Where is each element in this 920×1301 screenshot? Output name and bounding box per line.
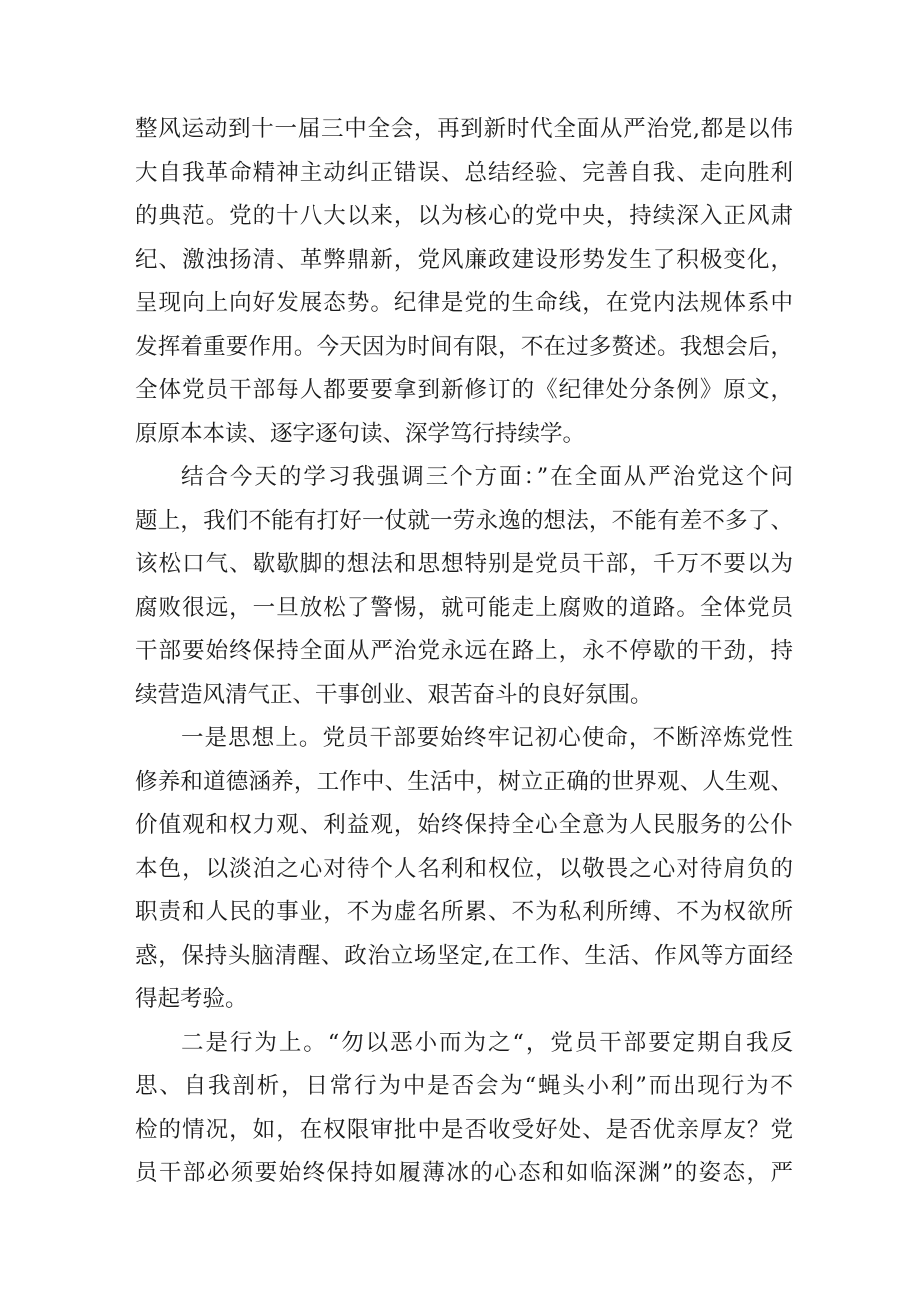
text-line: 员干部必须要始终保持如履薄冰的心态和如临深渊”的姿态，严: [135, 1160, 793, 1186]
text-line: 整风运动到十一届三中全会，再到新时代全面从严治党,都是以伟: [135, 116, 793, 142]
text-line: 题上，我们不能有打好一仗就一劳永逸的想法，不能有差不多了、: [135, 507, 793, 534]
text-line: 二是行为上。“勿以恶小而为之“，党员干部要定期自我反: [181, 1029, 793, 1056]
text-line: 全体党员干部每人都要要拿到新修订的《纪律处分条例》原文，: [135, 377, 793, 403]
text-line: 干部要始终保持全面从严治党永远在路上，永不停歇的干劲，持: [135, 638, 793, 664]
text-line: 惑，保持头脑清醒、政治立场坚定,在工作、生活、作风等方面经: [135, 942, 793, 969]
text-line: 呈现向上向好发展态势。纪律是党的生命线，在党内法规体系中: [135, 290, 793, 316]
text-line: 原原本本读、逐字逐句读、深学笃行持续学。: [135, 420, 586, 447]
text-line: 发挥着重要作用。今天因为时间有限，不在过多赘述。我想会后，: [135, 333, 793, 360]
text-line: 腐败很远，一旦放松了警惕，就可能走上腐败的道路。全体党员: [135, 594, 793, 621]
text-line: 大自我革命精神主动纠正错误、总结经验、完善自我、走向胜利: [135, 159, 793, 186]
paragraph-4: [135, 1022, 793, 1196]
paragraph-1: [135, 108, 793, 456]
text-line: 检的情况，如，在权限审批中是否收受好处、是否优亲厚友？党: [135, 1116, 793, 1143]
text-line: 职责和人民的事业，不为虚名所累、不为私利所缚、不为权欲所: [135, 899, 793, 925]
text-line: 本色，以淡泊之心对待个人名利和权位，以敬畏之心对待肩负的: [135, 855, 793, 882]
text-line: 得起考验。: [135, 986, 248, 1012]
text-line: 一是思想上。党员干部要始终牢记初心使命，不断淬炼党性: [181, 725, 793, 751]
text-line: 的典范。党的十八大以来，以为核心的党中央，持续深入正风肃: [135, 203, 793, 229]
document-body: [135, 108, 793, 1196]
paragraph-3: [135, 717, 793, 1022]
paragraph-2: [135, 456, 793, 717]
text-line: 该松口气、歇歇脚的想法和思想特别是党员干部，千万不要以为: [135, 551, 793, 577]
text-line: 思、自我剖析，日常行为中是否会为“蝇头小利”而出现行为不: [135, 1073, 793, 1099]
text-line: 纪、激浊扬清、革弊鼎新，党风廉政建设形势发生了积极变化，: [135, 246, 793, 273]
text-line: 修养和道德涵养，工作中、生活中，树立正确的世界观、人生观、: [135, 768, 793, 795]
text-line: 价值观和权力观、利益观，始终保持全心全意为人民服务的公仆: [135, 812, 793, 838]
text-line: 续营造风清气正、干事创业、艰苦奋斗的良好氛围。: [135, 681, 653, 708]
text-line: 结合今天的学习我强调三个方面：”在全面从严治党这个问: [181, 464, 793, 490]
